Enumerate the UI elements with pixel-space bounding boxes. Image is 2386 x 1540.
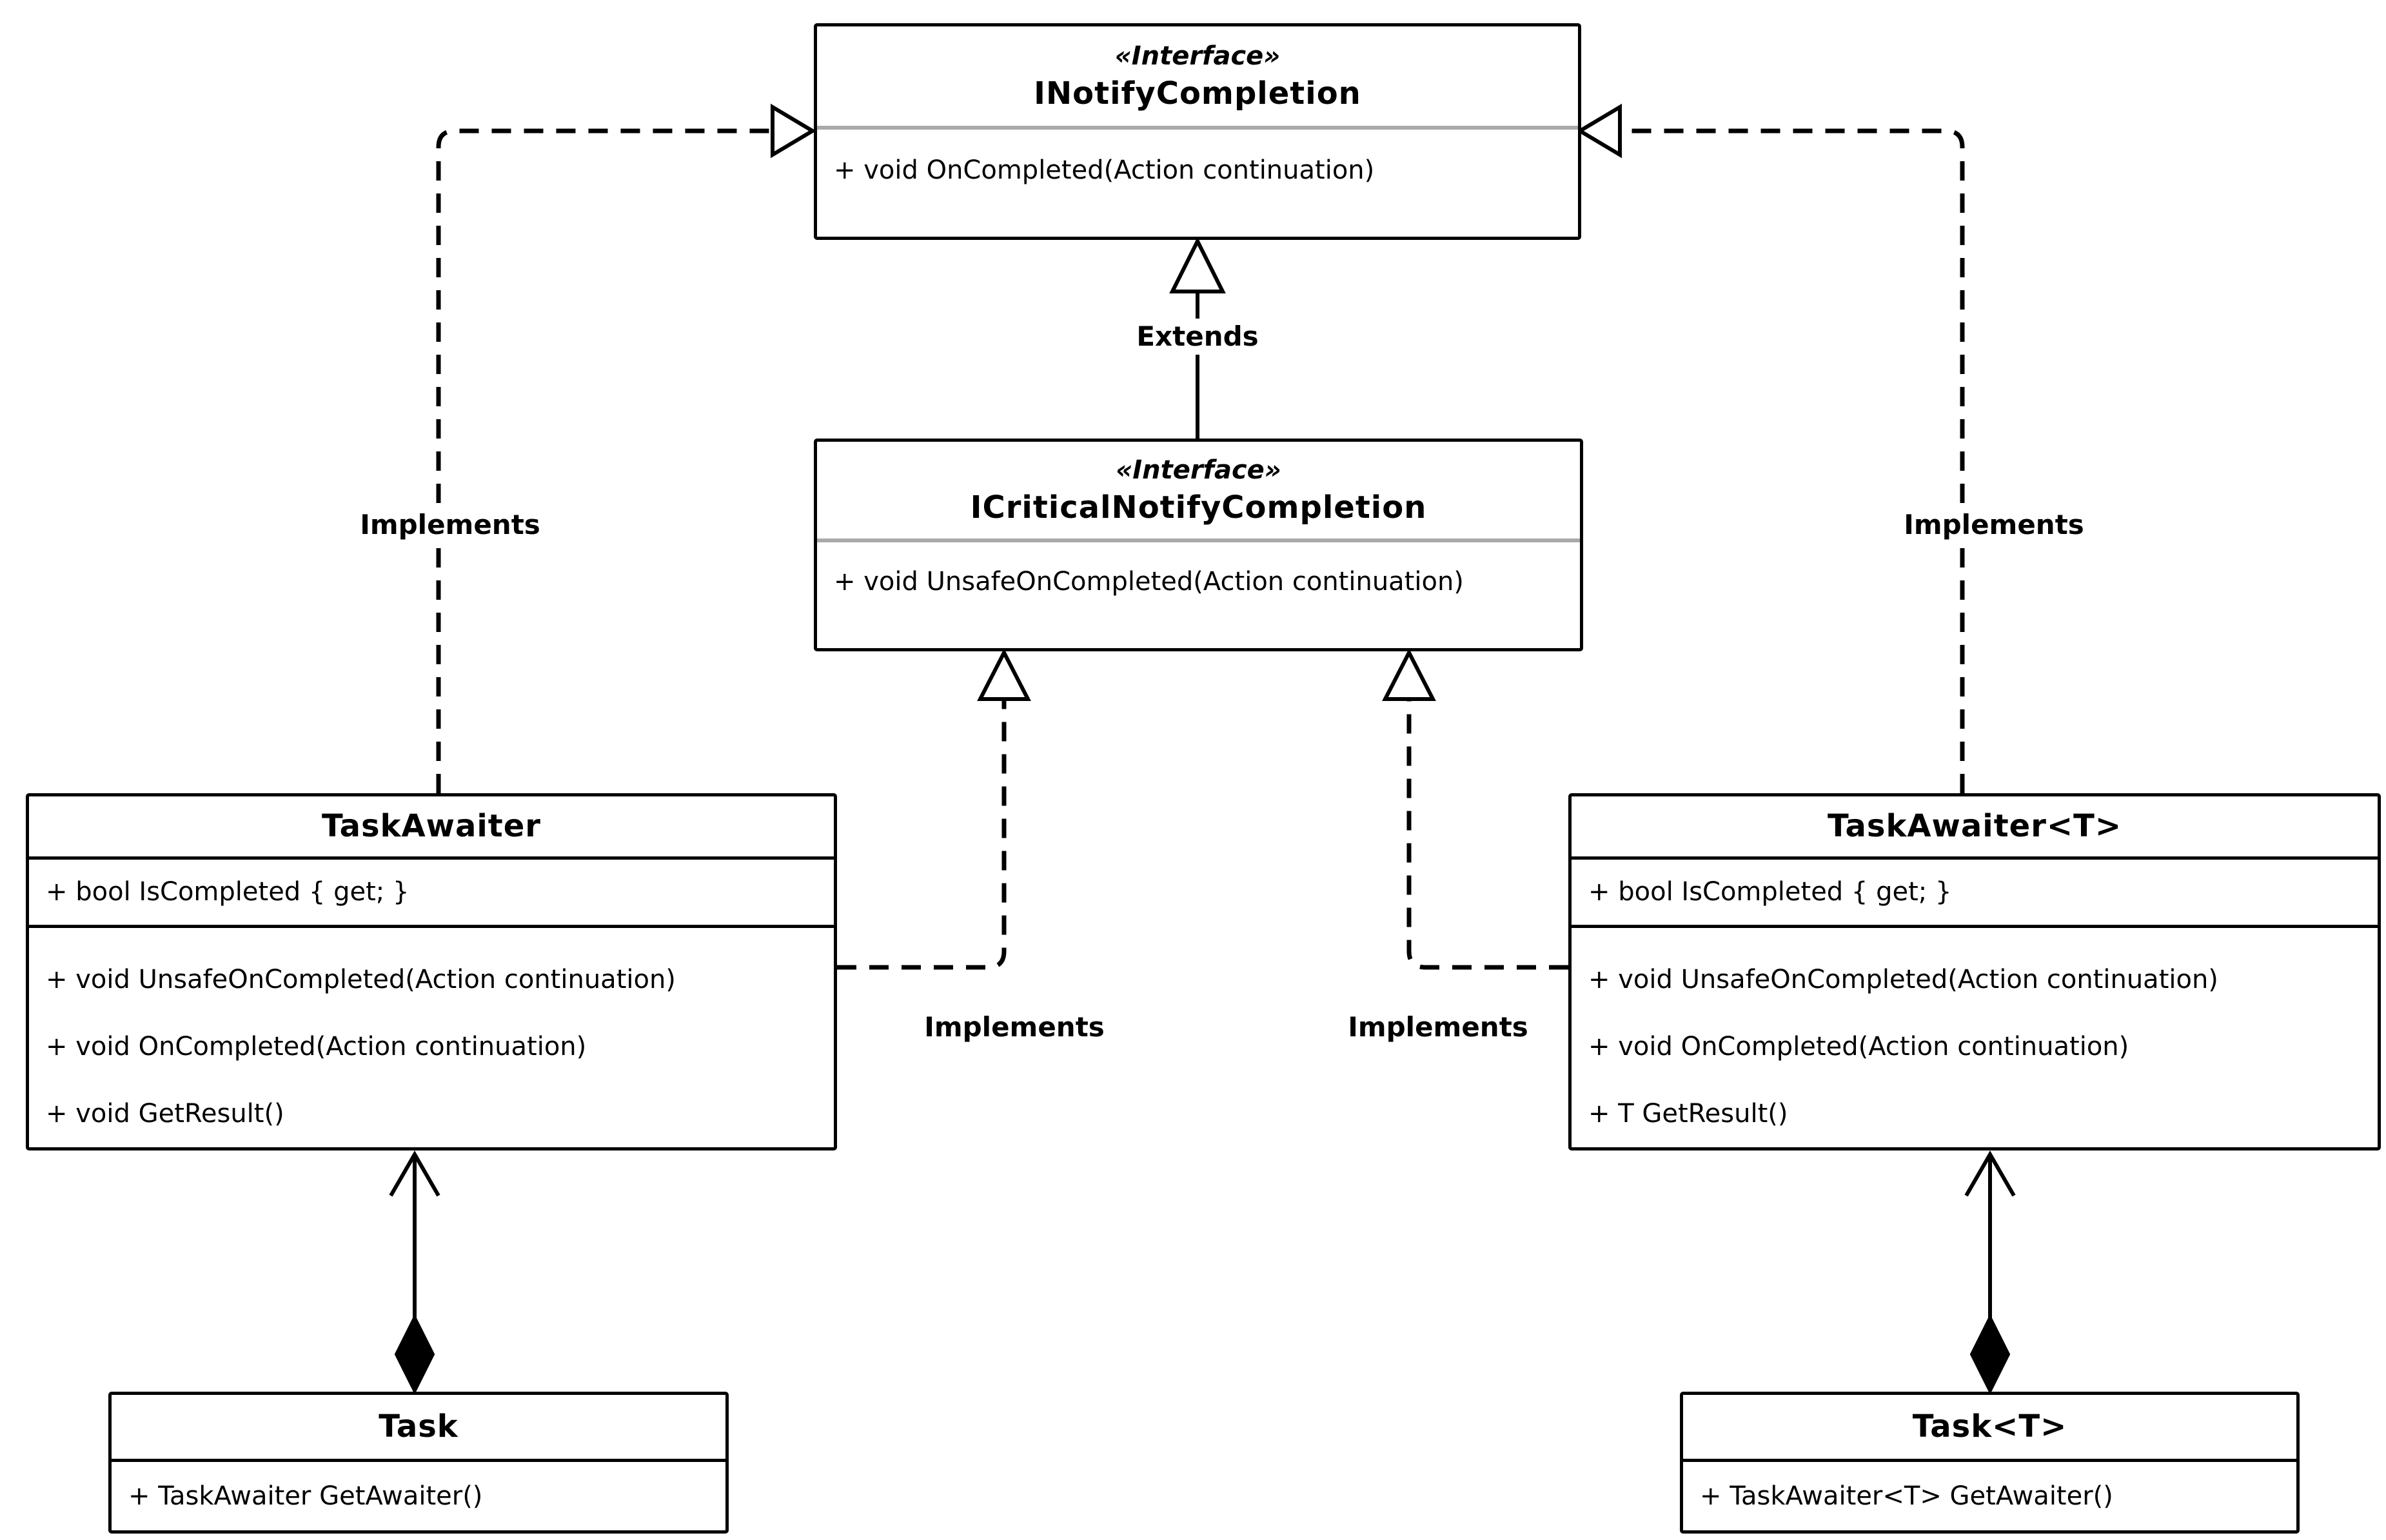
methods-compartment xyxy=(1572,928,2378,1148)
filled-diamond-icon xyxy=(396,1317,433,1392)
class-box-taskawaiter-t xyxy=(1568,793,2381,1150)
class-name: Task<T> xyxy=(1912,1408,2067,1445)
class-name: INotifyCompletion xyxy=(1034,75,1361,112)
method-item: + void UnsafeOnCompleted(Action continuation) xyxy=(834,567,1464,597)
hollow-triangle-arrowhead-icon xyxy=(1172,241,1223,291)
method-item: + TaskAwaiter<T> GetAwaiter() xyxy=(1700,1481,2113,1511)
hollow-triangle-arrowhead-icon xyxy=(1580,107,1620,155)
class-name: TaskAwaiter xyxy=(322,808,541,845)
implements-edge-taskawaitert-to-icritical xyxy=(1385,653,1568,967)
implements-edge-taskawaitert-to-inotify xyxy=(1580,107,1962,793)
method-item: + T GetResult() xyxy=(1588,1098,1788,1129)
class-name: TaskAwaiter<T> xyxy=(1827,808,2122,845)
method-item: + void OnCompleted(Action continuation) xyxy=(46,1031,587,1061)
class-title-compartment xyxy=(1683,1395,2296,1459)
relationship-label-extends: Extends xyxy=(1107,319,1288,355)
class-title-compartment xyxy=(1572,796,2378,856)
method-item: + void GetResult() xyxy=(46,1098,284,1129)
class-title-compartment xyxy=(817,26,1578,126)
class-box-inotifycompletion xyxy=(814,23,1581,240)
implements-edge-taskawaiter-to-icritical xyxy=(837,653,1028,967)
relationship-label-implements-mid-left: Implements xyxy=(918,1009,1111,1045)
relationship-label-implements-top-right: Implements xyxy=(1897,507,2091,543)
methods-compartment xyxy=(817,130,1578,237)
relationship-label-implements-mid-right: Implements xyxy=(1341,1009,1535,1045)
attributes-compartment xyxy=(1572,860,2378,925)
hollow-triangle-arrowhead-icon xyxy=(1385,653,1433,699)
method-item: + void OnCompleted(Action continuation) xyxy=(1588,1031,2129,1061)
methods-compartment xyxy=(29,928,834,1148)
method-item: + void UnsafeOnCompleted(Action continuation) xyxy=(46,964,676,994)
composition-edge-task-to-taskawaiter xyxy=(391,1154,439,1392)
filled-diamond-icon xyxy=(1971,1317,2009,1392)
attribute-item: + bool IsCompleted { get; } xyxy=(46,877,409,907)
stereotype-label: «Interface» xyxy=(1116,455,1281,485)
class-box-taskawaiter xyxy=(26,793,837,1150)
hollow-triangle-arrowhead-icon xyxy=(980,653,1028,699)
class-title-compartment xyxy=(817,442,1580,538)
class-title-compartment xyxy=(29,796,834,856)
attributes-compartment xyxy=(29,860,834,925)
composition-edge-taskt-to-taskawaitert xyxy=(1966,1154,2014,1392)
class-title-compartment xyxy=(112,1395,725,1459)
methods-compartment xyxy=(817,542,1580,648)
methods-compartment xyxy=(1683,1462,2296,1530)
class-box-task-t xyxy=(1680,1392,2300,1534)
method-item: + void OnCompleted(Action continuation) xyxy=(834,155,1375,185)
relationship-label-implements-top-left: Implements xyxy=(353,507,547,543)
stereotype-label: «Interface» xyxy=(1114,41,1281,71)
class-box-task xyxy=(108,1392,729,1534)
method-item: + void UnsafeOnCompleted(Action continuation) xyxy=(1588,964,2218,994)
method-item: + TaskAwaiter GetAwaiter() xyxy=(128,1481,483,1511)
implements-edge-taskawaiter-to-inotify xyxy=(439,107,813,793)
class-name: ICriticalNotifyCompletion xyxy=(970,489,1427,526)
hollow-triangle-arrowhead-icon xyxy=(773,107,813,155)
methods-compartment xyxy=(112,1462,725,1530)
attribute-item: + bool IsCompleted { get; } xyxy=(1588,877,1952,907)
class-box-icriticalnotifycompletion xyxy=(814,439,1583,651)
class-name: Task xyxy=(379,1408,458,1445)
